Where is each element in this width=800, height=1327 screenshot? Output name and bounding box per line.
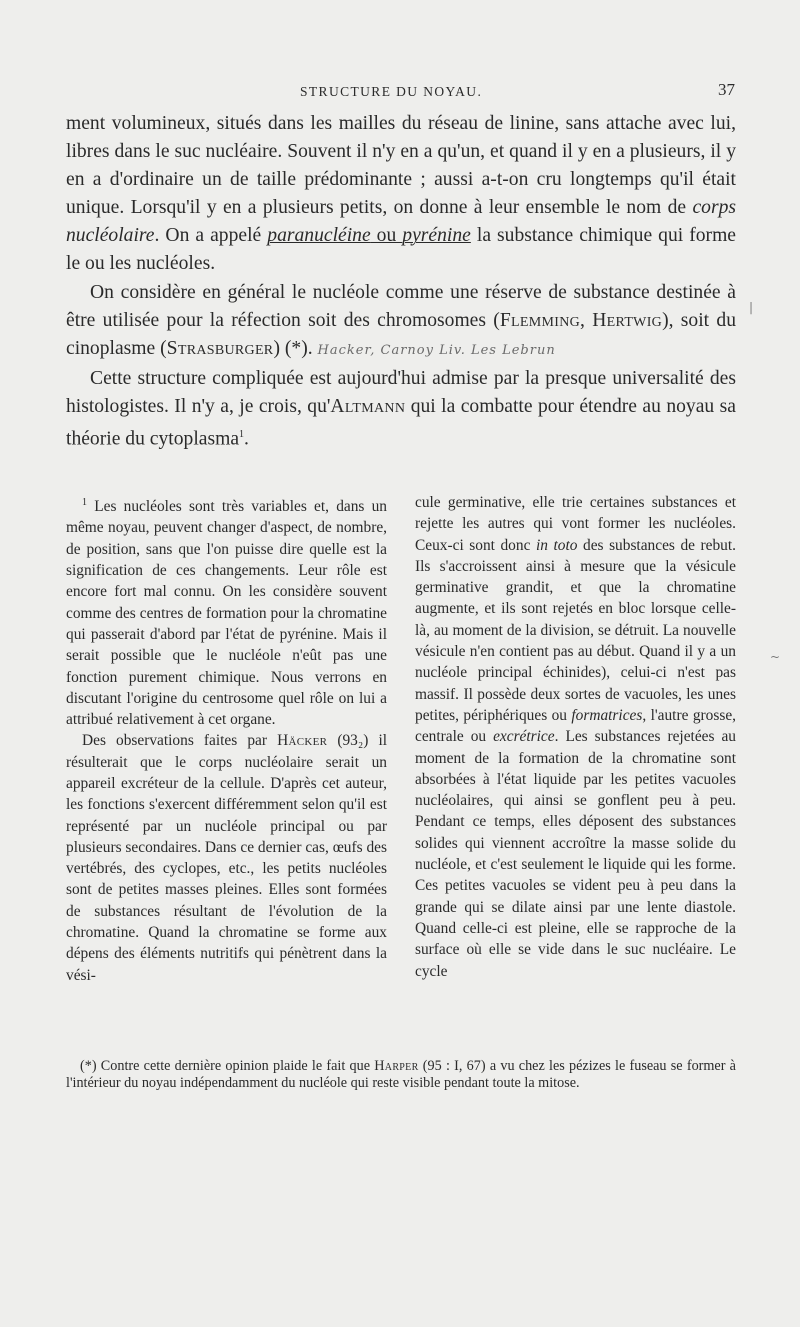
paragraph-2: On considère en général le nucléole comme une réserve de substance destinée à être utilisée pour la réfection soit des chromosomes (Flemming, Hertwig), soit du cinoplasme (Strasburger) (*). Hacker, Carnoy Liv. Les Lebrun — [66, 281, 737, 359]
handwritten-annotation: Hacker, Carnoy Liv. Les Lebrun — [317, 342, 556, 358]
margin-scribble-mark: ~ — [770, 650, 781, 664]
footnote-1-continuation: cule germinative, elle trie certaines substances et rejette les autres qui vont former les nucléoles. Ceux-ci sont donc in toto des substances de rebut. Ils s'accroissent ainsi à mesure que la vésicule germinative grandit, et que la chromatine augmente, et ils sont rejetés en bloc lorsque celle-là, au moment de la division, se détruit. La nouvelle vésicule n'en contient pas au début. Quand il y a un nucléole principal échinides), celui-ci n'est pas massif. Il possède deux sortes de vacuoles, les unes petites, périphériques ou formatrices, l'autre grosse, centrale ou excrétrice. Les substances rejetées au moment de la formation de la chromatine sont absorbées à l'état liquide par les petites vacuoles nucléolaires, qui ainsi se gonflent peu à peu. Pendant ce temps, elles déposent des substances solides qui viennent accroître la masse solide du nucléole, et c'est seulement le liquide qui les forme. Ces petites vacuoles se vident peu à peu dans la grande qui se dilate ainsi par une lente diastole. Quand celle-ci est pleine, elle se rapproche de la surface où elle se vide dans le suc nucléaire. Le cycle — [415, 494, 736, 980]
author-altmann: Altmann — [330, 395, 406, 417]
footnote-left-column — [66, 492, 387, 986]
page-number: 37 — [718, 80, 735, 99]
running-title: STRUCTURE DU NOYAU. — [300, 84, 483, 99]
term-pyrenine: pyrénine — [402, 225, 471, 247]
term-corps-nucleolaire: corps nucléolaire — [66, 197, 736, 247]
footnote-columns — [66, 492, 736, 986]
footnote-1-paragraph-1: $^1$ Les nucléoles sont très variables et, dans un même noyau, peuvent changer d'aspect, de nombre, de position, sans que l'on puisse dire quelle est la signification de ces changements. Leur rôle est encore fort mal connu. On les considère souvent comme des centres de formation pour la chromatine qui passerait d'abord par l'état de pyrénine. Mais il serait possible que le nucléole n'eût pas une fonction purement chimique. Nous verrons en discutant l'origine du centrosome quel rôle on lui a attribué relativement à cet organe. — [66, 497, 387, 729]
author-hacker: Häcker — [277, 732, 328, 750]
author-strasburger: Strasburger — [166, 337, 274, 359]
author-harper: Harper — [374, 1058, 419, 1074]
author-flemming: Flemming — [499, 309, 581, 331]
author-hertwig: Hertwig — [592, 309, 663, 331]
paragraph-3: Cette structure compliquée est aujourd'hui admise par la presque universalité des histologistes. Il n'y a, je crois, qu'Altmann qui la combatte pour étendre au noyau sa théorie du cytoplasma$^1$. — [66, 367, 736, 450]
main-text — [66, 110, 736, 454]
footnote-right-column — [415, 492, 736, 986]
footnote-2: (*) Contre cette dernière opinion plaide le fait que Harper (95 : I, 67) a vu chez les pézizes le fuseau se former à l'intérieur du noyau indépendamment du nucléole qui reste visible pendant toute la mitose. — [66, 1058, 736, 1092]
term-paranucleine: paranucléine — [267, 225, 371, 247]
paragraph-1: ment volumineux, situés dans les mailles du réseau de linine, sans attache avec lui, libres dans le suc nucléaire. Souvent il n'y en a qu'un, et quand il y en a plusieurs, il y en a d'ordinaire un de taille prédominante ; aussi a-t-on cru longtemps qu'il était unique. Lorsqu'il y en a plusieurs petits, on donne à leur ensemble le nom de corps nucléolaire. On a appelé paranucléine ou pyrénine la substance chimique qui forme le ou les nucléoles. — [66, 113, 737, 275]
footnote-1-paragraph-2: Des observations faites par Häcker (93₂) il résulterait que le corps nucléolaire serait un appareil excréteur de la cellule. D'après cet auteur, les fonctions s'exercent différemment selon qu'il est représenté par un nucléole principal ou par plusieurs secondaires. Dans ce dernier cas, œufs des vertébrés, des cyclopes, etc., les petits nucléoles sont de petites masses pleines. Elles sont formées de substances résultant de l'évolution de la chromatine. Quand la chromatine se forme aux dépens des éléments nutritifs qui pénètrent dans la vési- — [66, 732, 387, 984]
footnote-reference[interactable]: 1 — [239, 429, 245, 441]
margin-bracket-mark: | — [749, 300, 754, 314]
